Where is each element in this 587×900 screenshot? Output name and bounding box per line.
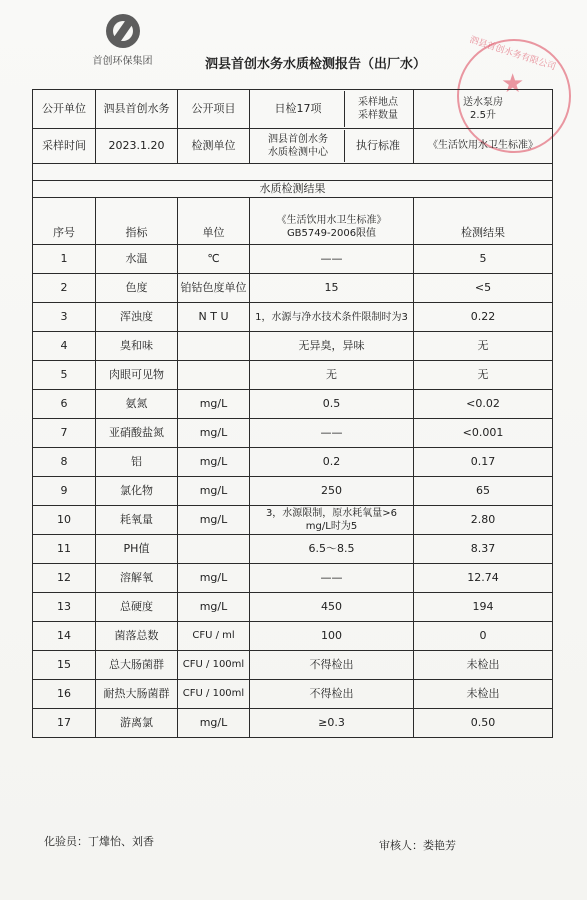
row-unit: mg/L	[178, 477, 250, 506]
row-indicator: PH值	[96, 535, 178, 564]
row-result: 12.74	[414, 564, 553, 593]
row-result: 194	[414, 593, 553, 622]
row-result: 8.37	[414, 535, 553, 564]
row-no: 2	[33, 274, 96, 303]
row-limit: 450	[250, 593, 414, 622]
row-result: <5	[414, 274, 553, 303]
spacer-cell	[33, 164, 553, 181]
table-row	[33, 535, 553, 564]
row-indicator: 耗氧量	[96, 506, 178, 535]
row-indicator: 肉眼可见物	[96, 361, 178, 390]
table-row	[33, 361, 553, 390]
row-unit: mg/L	[178, 419, 250, 448]
row-indicator: 臭和味	[96, 332, 178, 361]
row-result: 2.80	[414, 506, 553, 535]
row-no: 12	[33, 564, 96, 593]
info-row-1	[33, 90, 553, 129]
table-row	[33, 448, 553, 477]
publisher-value: 泗县首创水务	[96, 90, 178, 129]
row-indicator: 菌落总数	[96, 622, 178, 651]
col-no: 序号	[33, 198, 96, 245]
col-limit-line-1: 《生活饮用水卫生标准》	[276, 215, 387, 226]
row-result: 0	[414, 622, 553, 651]
row-result: 65	[414, 477, 553, 506]
col-unit: 单位	[178, 198, 250, 245]
row-indicator: 耐热大肠菌群	[96, 680, 178, 709]
project-value-text: 日检17项	[252, 91, 345, 127]
row-unit	[178, 332, 250, 361]
sampling-time-value: 2023.1.20	[96, 129, 178, 164]
row-limit: 100	[250, 622, 414, 651]
row-no: 6	[33, 390, 96, 419]
test-unit-line-1: 泗县首创水务	[268, 134, 328, 145]
row-unit	[178, 535, 250, 564]
reviewer: 审核人：娄艳芳	[379, 839, 456, 852]
row-no: 17	[33, 709, 96, 738]
row-no: 9	[33, 477, 96, 506]
row-limit: ——	[250, 564, 414, 593]
row-unit: mg/L	[178, 448, 250, 477]
row-result: 未检出	[414, 680, 553, 709]
row-result: <0.001	[414, 419, 553, 448]
table-row	[33, 332, 553, 361]
row-no: 16	[33, 680, 96, 709]
info-row-2	[33, 129, 553, 164]
row-limit: 无异臭，异味	[250, 332, 414, 361]
logo-text: 首创环保集团	[92, 56, 153, 67]
project-label: 公开项目	[178, 90, 250, 129]
row-indicator: 水温	[96, 245, 178, 274]
col-limit	[250, 198, 414, 245]
section-title: 水质检测结果	[33, 181, 553, 198]
section-title-row	[33, 181, 553, 198]
row-indicator: 氨氮	[96, 390, 178, 419]
row-no: 13	[33, 593, 96, 622]
sampling-place-qty-labels	[345, 91, 412, 127]
row-unit: mg/L	[178, 390, 250, 419]
sampling-place-label: 采样地点	[358, 97, 398, 108]
row-no: 10	[33, 506, 96, 535]
row-no: 14	[33, 622, 96, 651]
row-limit: 0.2	[250, 448, 414, 477]
row-unit: mg/L	[178, 564, 250, 593]
result-rows	[33, 245, 553, 738]
test-unit-line-2: 水质检测中心	[268, 147, 328, 158]
row-indicator: 氯化物	[96, 477, 178, 506]
col-limit-line-2: GB5749-2006限值	[286, 228, 377, 239]
row-unit: CFU / 100ml	[178, 680, 250, 709]
row-no: 7	[33, 419, 96, 448]
test-unit-label: 检测单位	[178, 129, 250, 164]
row-no: 8	[33, 448, 96, 477]
table-row	[33, 680, 553, 709]
row-result: 无	[414, 361, 553, 390]
row-indicator: 游离氯	[96, 709, 178, 738]
col-result: 检测结果	[414, 198, 553, 245]
row-result: 未检出	[414, 651, 553, 680]
standard-value: 《生活饮用水卫生标准》	[414, 129, 553, 164]
row-limit: 0.5	[250, 390, 414, 419]
company-logo	[70, 14, 175, 70]
row-limit: 6.5～8.5	[250, 535, 414, 564]
sampling-place-qty-values	[414, 90, 553, 129]
row-result: <0.02	[414, 390, 553, 419]
sampling-place-value: 送水泵房	[463, 97, 503, 108]
row-unit: mg/L	[178, 709, 250, 738]
row-no: 5	[33, 361, 96, 390]
row-indicator: 溶解氧	[96, 564, 178, 593]
standard-label: 执行标准	[356, 139, 400, 152]
table-row	[33, 390, 553, 419]
water-quality-table	[32, 89, 553, 738]
column-header-row	[33, 198, 553, 245]
col-indicator: 指标	[96, 198, 178, 245]
row-limit: ——	[250, 419, 414, 448]
row-result: 0.50	[414, 709, 553, 738]
row-limit: 1，水源与净水技术条件限制时为3	[250, 303, 414, 332]
row-no: 4	[33, 332, 96, 361]
row-unit: 铂钴色度单位	[178, 274, 250, 303]
row-indicator: 浑浊度	[96, 303, 178, 332]
row-limit: 不得检出	[250, 651, 414, 680]
row-indicator: 亚硝酸盐氮	[96, 419, 178, 448]
row-limit: 15	[250, 274, 414, 303]
row-indicator: 总硬度	[96, 593, 178, 622]
company-logo-icon	[106, 14, 140, 48]
row-indicator: 色度	[96, 274, 178, 303]
row-unit: ℃	[178, 245, 250, 274]
seal-star-icon: ★	[501, 69, 525, 99]
test-unit-name	[252, 130, 345, 162]
row-limit: ≥0.3	[250, 709, 414, 738]
row-indicator: 铝	[96, 448, 178, 477]
table-row	[33, 506, 553, 535]
row-result: 无	[414, 332, 553, 361]
table-row	[33, 622, 553, 651]
sampling-qty-label: 采样数量	[358, 110, 398, 121]
seal-text: 泗县首创水务有限公司	[468, 35, 557, 73]
test-unit-value	[250, 129, 414, 164]
inspector: 化验员：丁㸆怡、刘香	[44, 835, 154, 848]
table-row	[33, 274, 553, 303]
table-row	[33, 564, 553, 593]
row-limit: 不得检出	[250, 680, 414, 709]
row-limit: 250	[250, 477, 414, 506]
row-no: 3	[33, 303, 96, 332]
row-result: 0.17	[414, 448, 553, 477]
row-result: 0.22	[414, 303, 553, 332]
report-title: 泗县首创水务水质检测报告（出厂水）	[205, 57, 427, 72]
row-limit: 3，水源限制，原水耗氧量>6 mg/L时为5	[250, 506, 414, 535]
table-row	[33, 651, 553, 680]
project-value	[250, 90, 414, 129]
table-row	[33, 419, 553, 448]
row-unit: CFU / ml	[178, 622, 250, 651]
spacer-row	[33, 164, 553, 181]
row-indicator: 总大肠菌群	[96, 651, 178, 680]
table-row	[33, 593, 553, 622]
table-row	[33, 245, 553, 274]
row-limit: 无	[250, 361, 414, 390]
row-limit: ——	[250, 245, 414, 274]
row-result: 5	[414, 245, 553, 274]
row-unit: N T U	[178, 303, 250, 332]
publisher-label: 公开单位	[33, 90, 96, 129]
row-no: 1	[33, 245, 96, 274]
sampling-qty-value: 2.5升	[470, 110, 496, 121]
row-unit: CFU / 100ml	[178, 651, 250, 680]
row-no: 11	[33, 535, 96, 564]
row-no: 15	[33, 651, 96, 680]
table-row	[33, 303, 553, 332]
sampling-time-label: 采样时间	[33, 129, 96, 164]
row-unit	[178, 361, 250, 390]
table-row	[33, 477, 553, 506]
table-row	[33, 709, 553, 738]
row-unit: mg/L	[178, 506, 250, 535]
row-unit: mg/L	[178, 593, 250, 622]
